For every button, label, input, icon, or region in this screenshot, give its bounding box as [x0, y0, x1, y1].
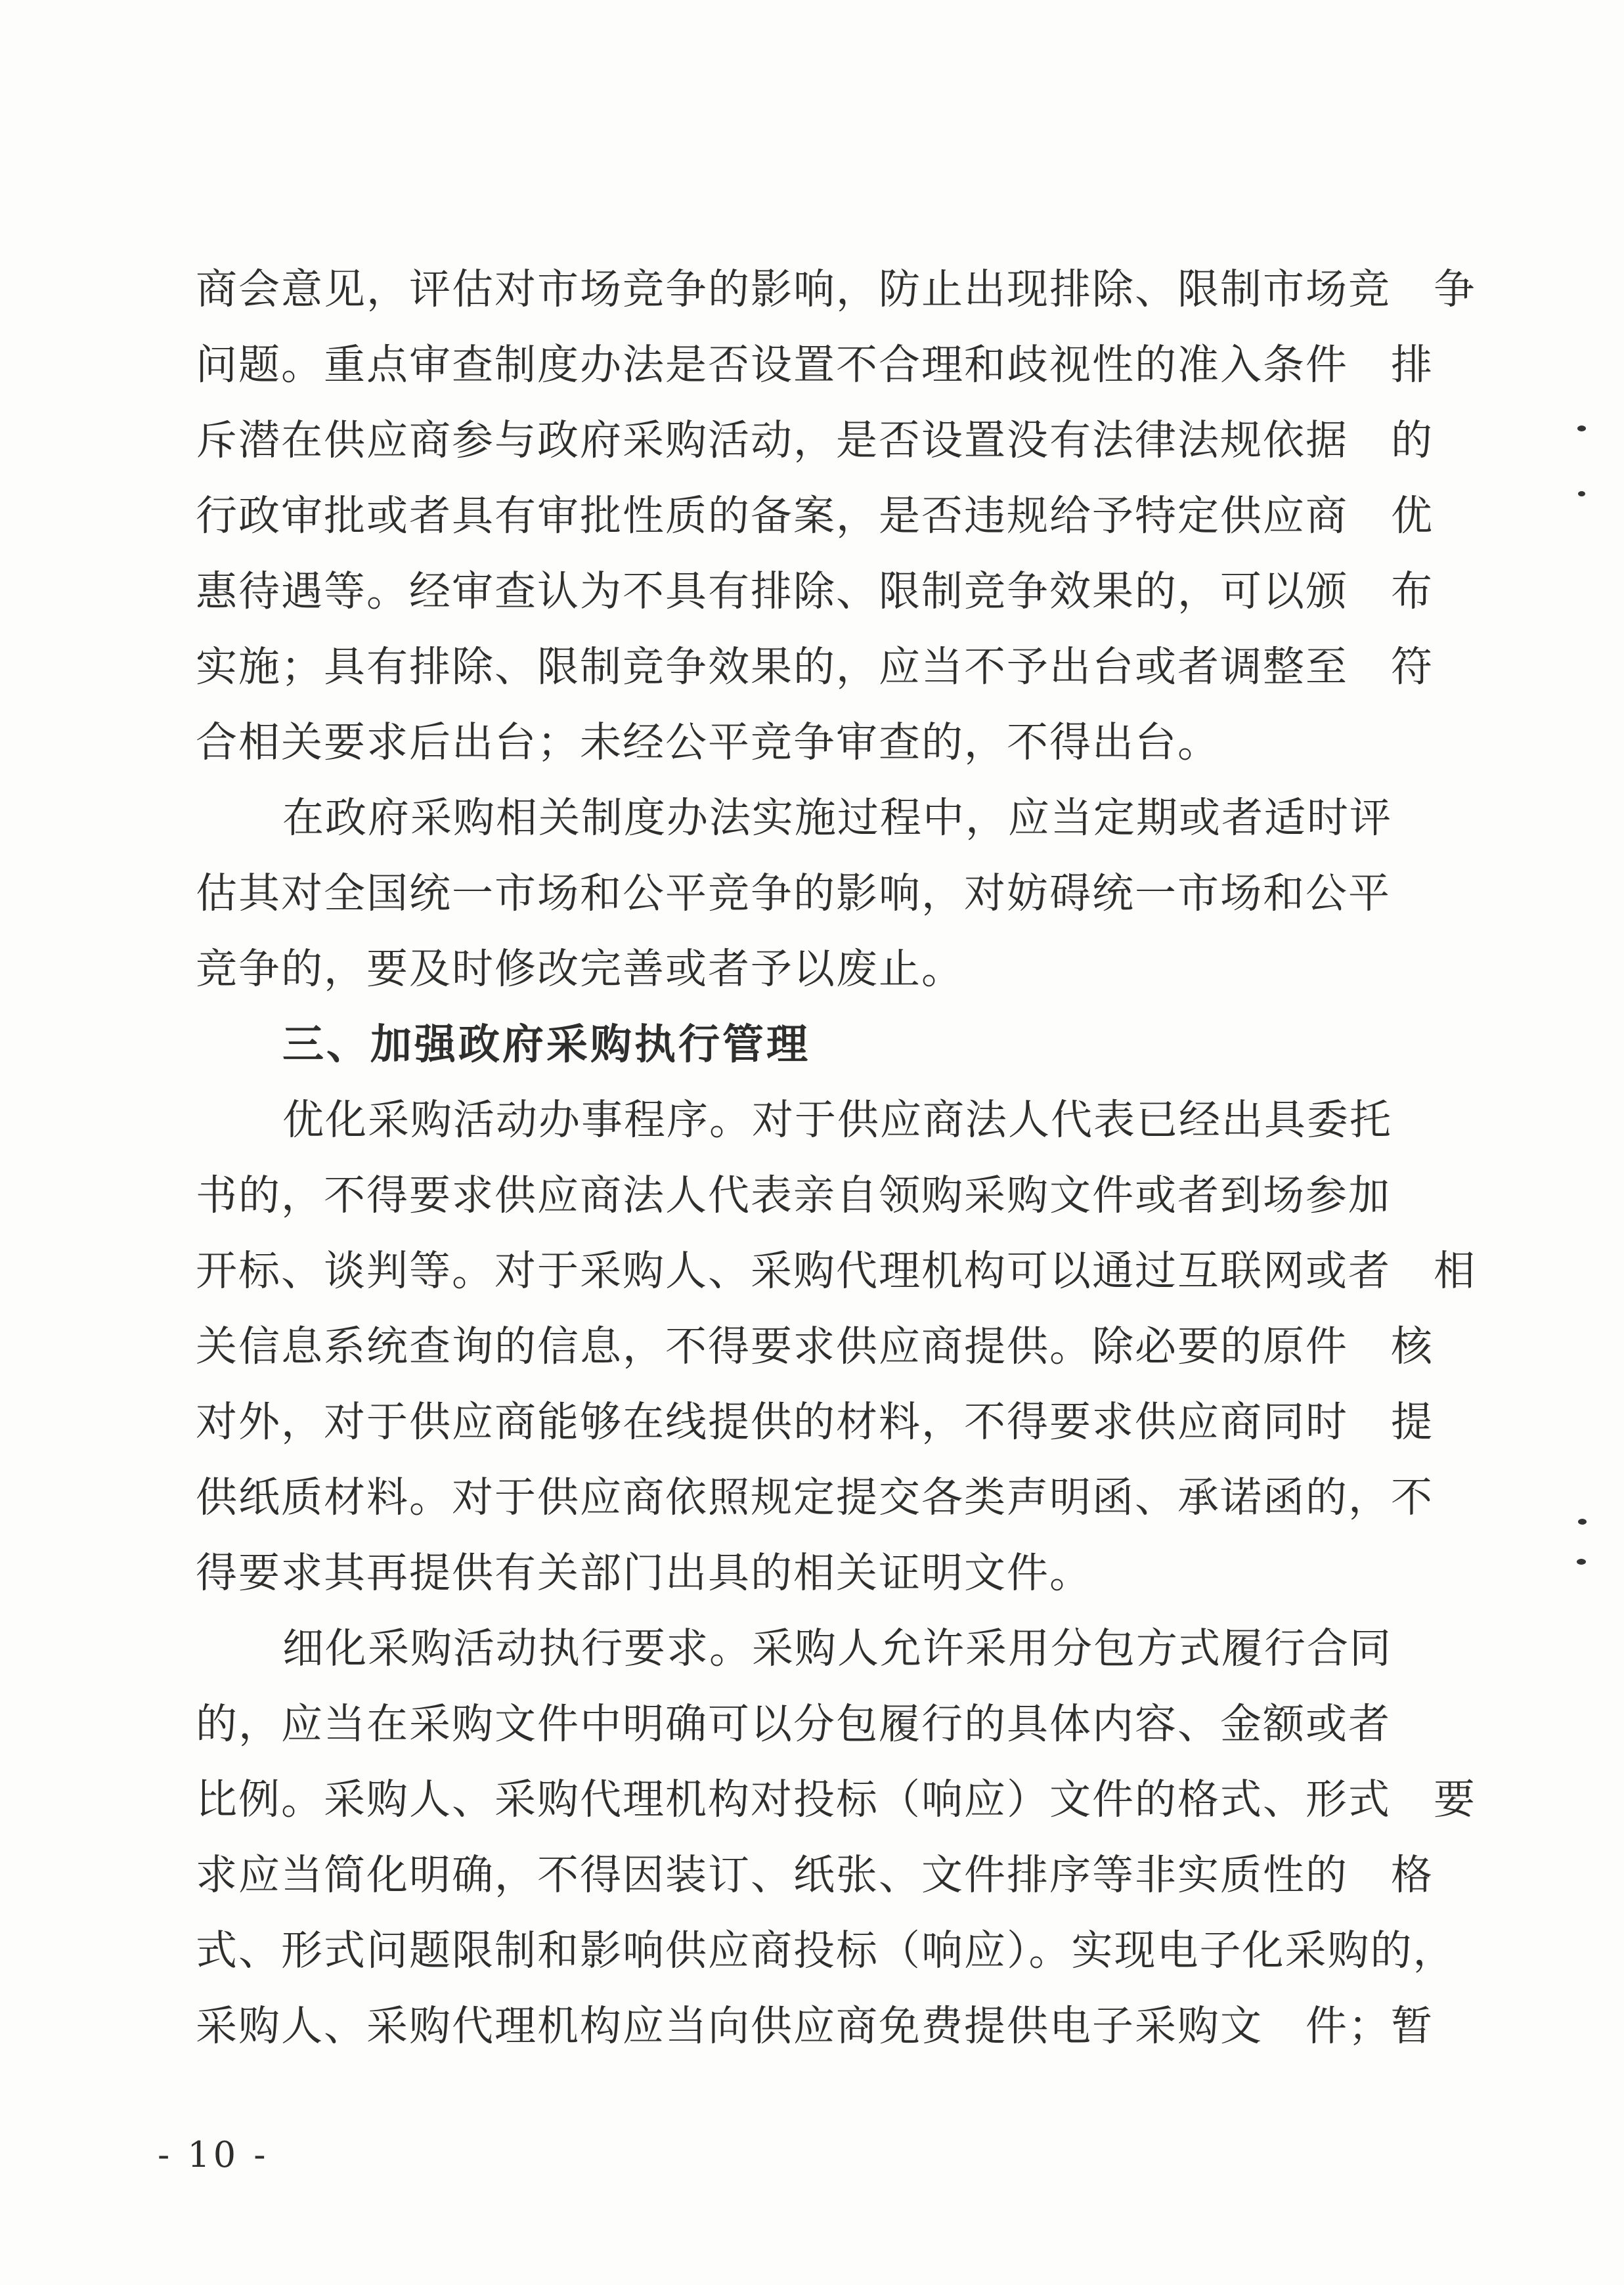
text-line: 合相关要求后出台；未经公平竞争审查的，不得出台。: [196, 718, 1220, 766]
text-line: 在政府采购相关制度办法实施过程中，应当定期或者适时评: [282, 794, 1392, 842]
text-line: 关信息系统查询的信息，不得要求供应商提供。除必要的原件 核: [196, 1322, 1434, 1370]
text-line: 斥潜在供应商参与政府采购活动，是否设置没有法律法规依据 的: [196, 416, 1434, 464]
text-line: 细化采购活动执行要求。采购人允许采用分包方式履行合同: [282, 1624, 1392, 1672]
text-line: 竞争的，要及时修改完善或者予以废止。: [196, 945, 964, 993]
text-line: 优化采购活动办事程序。对于供应商法人代表已经出具委托: [282, 1096, 1392, 1144]
text-line: 书的，不得要求供应商法人代表亲自领购采购文件或者到场参加: [196, 1171, 1391, 1219]
text-line: 求应当简化明确，不得因装订、纸张、文件排序等非实质性的 格: [196, 1851, 1434, 1899]
page-number: - 10 -: [158, 2134, 269, 2175]
text-line: 供纸质材料。对于供应商依照规定提交各类声明函、承诺函的，不: [196, 1473, 1434, 1521]
text-line: 得要求其再提供有关部门出具的相关证明文件。: [196, 1549, 1092, 1597]
text-line: 开标、谈判等。对于采购人、采购代理机构可以通过互联网或者 相: [196, 1247, 1476, 1295]
text-line: 的，应当在采购文件中明确可以分包履行的具体内容、金额或者: [196, 1700, 1391, 1748]
text-line: 式、形式问题限制和影响供应商投标（响应）。实现电子化采购的，: [196, 1926, 1456, 1974]
text-line: 实施；具有排除、限制竞争效果的，应当不予出台或者调整至 符: [196, 643, 1434, 691]
text-line: 问题。重点审查制度办法是否设置不合理和歧视性的准入条件 排: [196, 341, 1434, 389]
text-line: 采购人、采购代理机构应当向供应商免费提供电子采购文 件；暂: [196, 2002, 1434, 2050]
text-line: 商会意见，评估对市场竞争的影响，防止出现排除、限制市场竞 争: [196, 265, 1476, 313]
ink-speck: [1577, 425, 1586, 431]
text-line: 比例。采购人、采购代理机构对投标（响应）文件的格式、形式 要: [196, 1775, 1476, 1823]
ink-speck: [1577, 1559, 1586, 1565]
text-line: 对外，对于供应商能够在线提供的材料，不得要求供应商同时 提: [196, 1398, 1434, 1446]
document-body: [196, 251, 1476, 2064]
text-line: 行政审批或者具有审批性质的备案，是否违规给予特定供应商 优: [196, 492, 1434, 540]
text-line: 估其对全国统一市场和公平竞争的影响，对妨碍统一市场和公平: [196, 869, 1391, 917]
section-heading: 三、加强政府采购执行管理: [282, 1020, 810, 1068]
ink-speck: [1578, 491, 1585, 496]
text-line: 惠待遇等。经审查认为不具有排除、限制竞争效果的，可以颁 布: [196, 567, 1434, 615]
ink-speck: [1578, 1519, 1587, 1525]
